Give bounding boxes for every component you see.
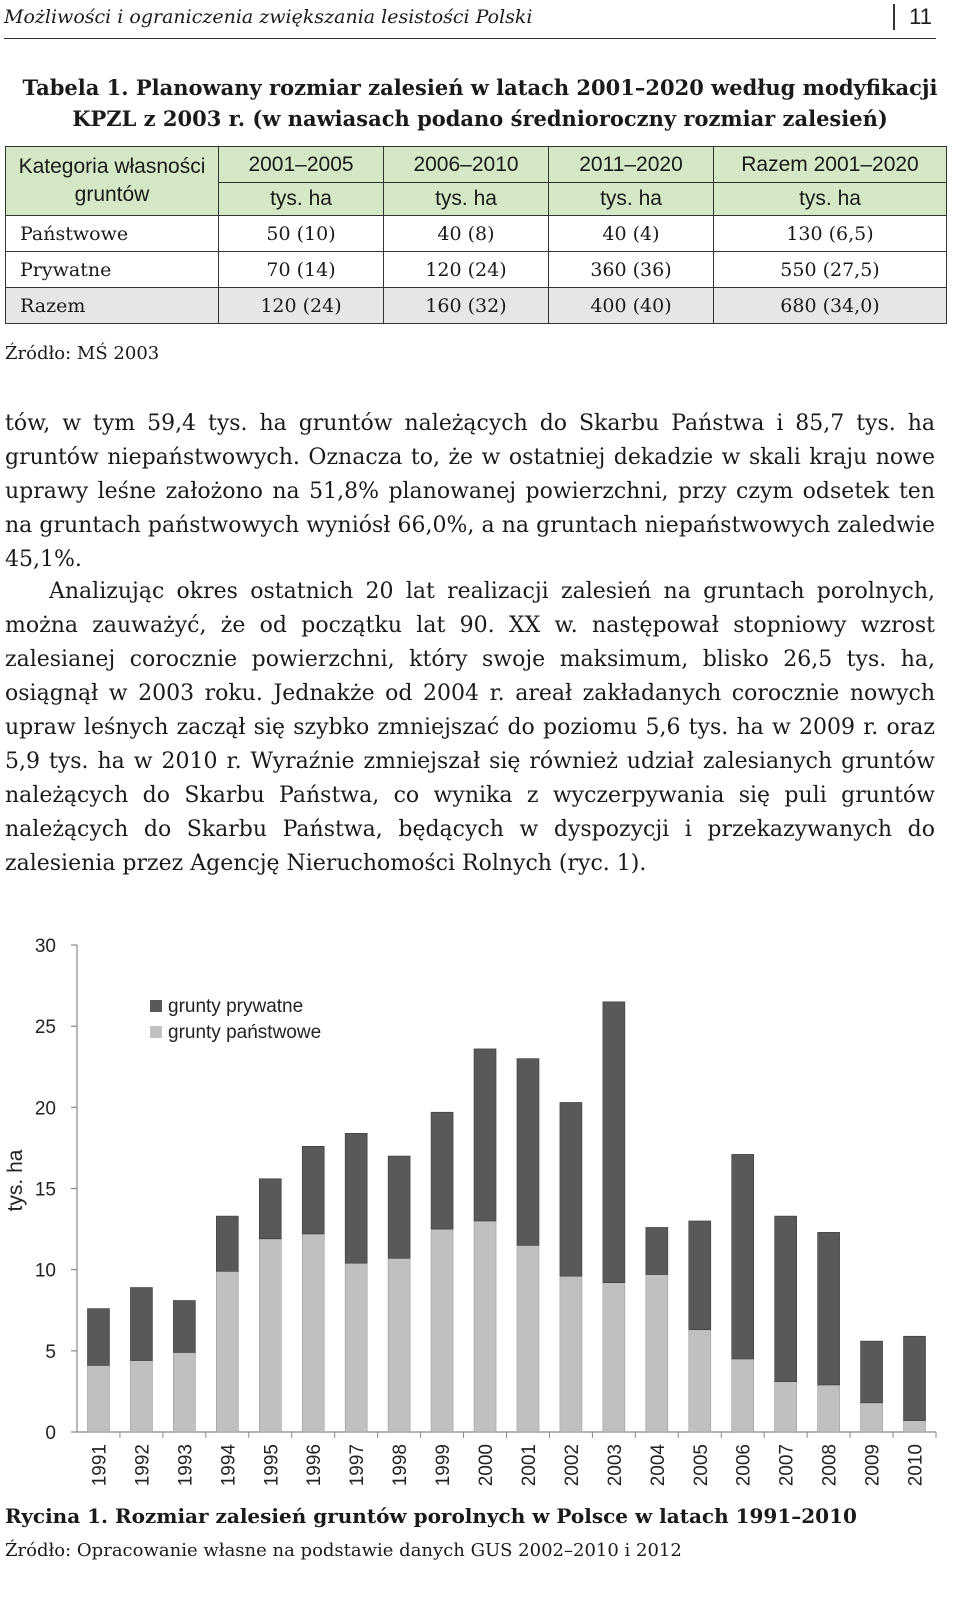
table-cell: 550 (27,5) [714, 252, 947, 288]
bar-grunty-panstwowe [818, 1385, 840, 1432]
x-tick-label: 2008 [819, 1444, 841, 1487]
table-period-header: 2011–2020 [549, 147, 714, 183]
y-axis-label: tys. ha [4, 1149, 27, 1212]
page-number: 11 [893, 4, 932, 30]
x-tick-label: 1995 [261, 1444, 283, 1487]
bar-grunty-prywatne [388, 1156, 410, 1258]
bar-grunty-prywatne [904, 1336, 926, 1420]
table-unit-header: tys. ha [549, 183, 714, 216]
x-tick-label: 2005 [690, 1444, 712, 1487]
table-unit-header: tys. ha [219, 183, 384, 216]
x-tick-label: 1993 [175, 1444, 197, 1487]
bar-grunty-prywatne [173, 1301, 195, 1353]
y-tick-label: 10 [34, 1260, 56, 1282]
table-period-header: Razem 2001–2020 [714, 147, 947, 183]
bar-grunty-prywatne [861, 1341, 883, 1403]
bar-grunty-panstwowe [216, 1271, 238, 1432]
y-tick-label: 20 [34, 1098, 56, 1120]
x-tick-label: 1998 [390, 1444, 412, 1487]
table-cell: 120 (24) [384, 252, 549, 288]
x-tick-label: 1992 [132, 1444, 154, 1487]
row-label: Państwowe [6, 216, 219, 252]
row-label: Razem [6, 288, 219, 324]
bar-grunty-panstwowe [87, 1365, 109, 1432]
table-cell: 680 (34,0) [714, 288, 947, 324]
y-tick-label: 15 [34, 1179, 56, 1201]
bar-grunty-prywatne [431, 1112, 453, 1229]
x-tick-label: 2001 [518, 1444, 540, 1487]
body-paragraph: tów, w tym 59,4 tys. ha gruntów należących do Skarbu Państwa i 85,7 tys. ha gruntów niepaństwowych. Oznacza to, że w ostatniej dekadzie w skali kraju nowe uprawy leśne założono na 51,8% planowanej powierzchni, przy czym odsetek ten na gruntach państwowych wyniósł 66,0%, a na gruntach niepaństwowych zaledwie 45,1%. [5, 411, 935, 572]
y-tick-label: 0 [45, 1423, 56, 1444]
x-tick-label: 1997 [347, 1444, 369, 1487]
bar-grunty-panstwowe [603, 1283, 625, 1432]
bar-grunty-prywatne [302, 1146, 324, 1234]
bar-grunty-panstwowe [732, 1359, 754, 1432]
legend-label-grunty-prywatne: grunty prywatne [168, 996, 304, 1017]
bar-grunty-prywatne [345, 1133, 367, 1263]
x-tick-label: 2003 [604, 1444, 626, 1487]
table-cell: 130 (6,5) [714, 216, 947, 252]
table-cell: 360 (36) [549, 252, 714, 288]
x-tick-label: 2010 [905, 1444, 927, 1487]
table-row [6, 252, 947, 288]
running-title: Możliwości i ograniczenia zwiększania lesistości Polski [4, 6, 533, 28]
figure-caption: Rycina 1. Rozmiar zalesień gruntów porolnych w Polsce w latach 1991–2010 [5, 1504, 857, 1528]
bar-grunty-panstwowe [345, 1263, 367, 1432]
bar-grunty-panstwowe [302, 1234, 324, 1432]
table-unit-header: tys. ha [384, 183, 549, 216]
figure-source: Źródło: Opracowanie własne na podstawie danych GUS 2002–2010 i 2012 [5, 1540, 682, 1561]
legend-swatch-grunty-prywatne [150, 1000, 162, 1012]
bar-grunty-prywatne [603, 1002, 625, 1283]
x-tick-label: 2002 [561, 1444, 583, 1487]
bar-grunty-prywatne [818, 1232, 840, 1385]
bar-grunty-panstwowe [560, 1276, 582, 1432]
x-tick-label: 2000 [476, 1444, 498, 1487]
legend-label-grunty-panstwowe: grunty państwowe [168, 1022, 322, 1043]
table-category-header: Kategoria własności gruntów [6, 147, 219, 216]
table-caption [0, 72, 960, 134]
running-header [4, 4, 936, 39]
table-period-header: 2006–2010 [384, 147, 549, 183]
bar-grunty-panstwowe [646, 1275, 668, 1432]
table-cell: 40 (8) [384, 216, 549, 252]
table-cell: 50 (10) [219, 216, 384, 252]
bar-grunty-panstwowe [431, 1229, 453, 1432]
bar-grunty-panstwowe [517, 1245, 539, 1432]
bar-grunty-prywatne [130, 1288, 152, 1361]
table-cell: 40 (4) [549, 216, 714, 252]
body-paragraph: Analizując okres ostatnich 20 lat realizacji zalesień na gruntach porolnych, można zauważyć, że od początku lat 90. XX w. następował stopniowy wzrost zalesianej corocznie powierzchni, który swoje maksimum, blisko 26,5 tys. ha, osiągnął w 2003 roku. Jednakże od 2004 r. areał zakładanych corocznie nowych upraw leśnych zaczął się szybko zmniejszać do poziomu 5,6 tys. ha w 2009 r. oraz 5,9 tys. ha w 2010 r. Wyraźnie zmniejszał się również udział zalesianych gruntów należących do Skarbu Państwa, co wynika z wyczerpywania się puli gruntów należących do Skarbu Państwa, będących w dyspozycji i przekazywanych do zalesienia przez Agencję Nieruchomości Rolnych (ryc. 1). [5, 579, 935, 876]
bar-grunty-panstwowe [904, 1421, 926, 1432]
bar-grunty-prywatne [560, 1102, 582, 1276]
table-cell: 70 (14) [219, 252, 384, 288]
table-unit-header: tys. ha [714, 183, 947, 216]
table-row [6, 216, 947, 252]
x-tick-label: 2009 [862, 1444, 884, 1487]
x-tick-label: 1991 [89, 1444, 111, 1487]
bar-grunty-prywatne [517, 1059, 539, 1246]
x-tick-label: 2007 [776, 1444, 798, 1487]
bar-grunty-panstwowe [130, 1361, 152, 1432]
y-tick-label: 25 [34, 1017, 56, 1039]
bar-grunty-panstwowe [689, 1330, 711, 1432]
x-tick-label: 1994 [218, 1444, 240, 1487]
table-caption-line-1: Tabela 1. Planowany rozmiar zalesień w latach 2001–2020 według modyfikacji [22, 75, 938, 100]
bar-grunty-panstwowe [861, 1403, 883, 1432]
table-cell: 160 (32) [384, 288, 549, 324]
table-cell: 400 (40) [549, 288, 714, 324]
table-row [6, 288, 947, 324]
table-period-header: 2001–2005 [219, 147, 384, 183]
afforestation-chart [0, 928, 960, 1498]
y-tick-label: 30 [34, 936, 56, 957]
bar-grunty-prywatne [732, 1154, 754, 1359]
x-tick-label: 1996 [304, 1444, 326, 1487]
x-tick-label: 2006 [733, 1444, 755, 1487]
x-tick-label: 2004 [647, 1444, 669, 1487]
bar-grunty-panstwowe [775, 1382, 797, 1432]
bar-grunty-prywatne [474, 1049, 496, 1221]
y-tick-label: 5 [45, 1341, 56, 1363]
bar-grunty-prywatne [646, 1227, 668, 1274]
row-label: Prywatne [6, 252, 219, 288]
table-caption-line-2: KPZL z 2003 r. (w nawiasach podano średnioroczny rozmiar zalesień) [72, 106, 888, 131]
table-cell: 120 (24) [219, 288, 384, 324]
bar-grunty-prywatne [216, 1216, 238, 1271]
bar-grunty-panstwowe [259, 1239, 281, 1432]
bar-grunty-prywatne [775, 1216, 797, 1382]
bar-grunty-panstwowe [474, 1221, 496, 1432]
bar-grunty-prywatne [259, 1179, 281, 1239]
bar-grunty-panstwowe [173, 1352, 195, 1432]
bar-grunty-panstwowe [388, 1258, 410, 1432]
bar-grunty-prywatne [689, 1221, 711, 1330]
table-source: Źródło: MŚ 2003 [5, 343, 160, 364]
x-tick-label: 1999 [433, 1444, 455, 1487]
afforestation-plan-table [5, 146, 947, 324]
legend-swatch-grunty-panstwowe [150, 1026, 162, 1038]
bar-grunty-prywatne [87, 1309, 109, 1366]
